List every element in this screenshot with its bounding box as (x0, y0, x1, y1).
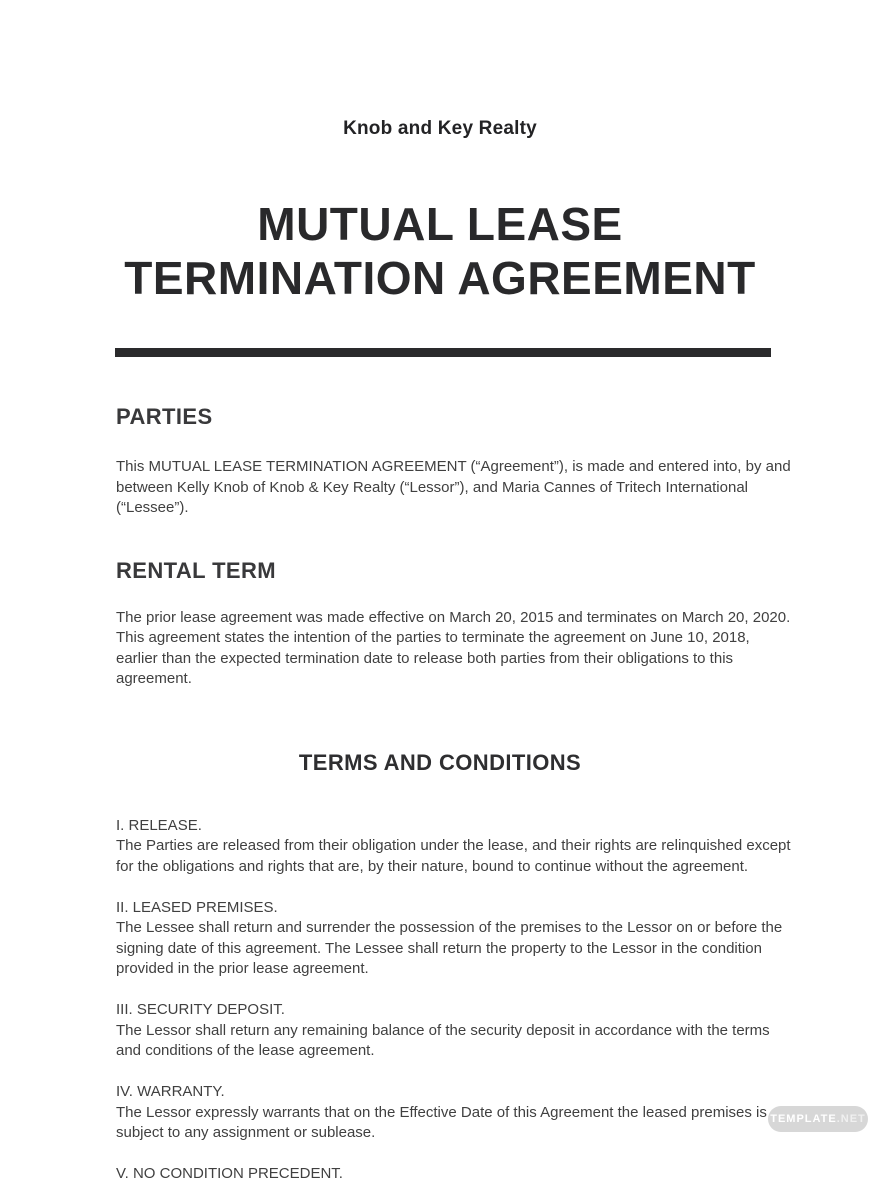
watermark-brand-bold: TEMPLATE (770, 1113, 837, 1125)
term-item-security-deposit (116, 1000, 794, 1062)
term-label-leased-premises: II. LEASED PREMISES. (116, 898, 278, 916)
term-item-leased-premises (116, 898, 794, 980)
company-name: Knob and Key Realty (343, 118, 537, 139)
term-body-release: The Parties are released from their obligation under the lease, and their rights are relinquished except for the obligations and rights that are, by their nature, bound to continue without the agreement. (116, 837, 791, 875)
parties-paragraph: This MUTUAL LEASE TERMINATION AGREEMENT (“Agreement”), is made and entered into, by and between Kelly Knob of Knob & Key Realty (“Lessor”), and Maria Cannes of Tritech International (“Lessee”). (116, 458, 791, 516)
watermark-brand-suffix: .NET (836, 1113, 866, 1125)
term-label-security-deposit: III. SECURITY DEPOSIT. (116, 1001, 285, 1018)
term-body-leased-premises: The Lessee shall return and surrender the possession of the premises to the Lessor on or before the signing date of this agreement. The Lessee shall return the property to the Lessor in the condition provided in the prior lease agreement. (116, 919, 783, 977)
document-body (116, 404, 794, 1185)
document-title-line-2: TERMINATION AGREEMENT (124, 252, 756, 304)
term-label-warranty: IV. WARRANTY. (116, 1083, 225, 1100)
template-net-watermark-badge[interactable] (768, 1106, 868, 1132)
section-heading-parties: PARTIES (116, 404, 213, 429)
term-label-no-condition-precedent: V. NO CONDITION PRECEDENT. (116, 1165, 343, 1182)
term-item-warranty (116, 1082, 794, 1144)
title-divider-rule (115, 348, 771, 357)
term-body-security-deposit: The Lessor shall return any remaining balance of the security deposit in accordance with the terms and conditions of the lease agreement. (116, 1021, 770, 1059)
term-item-release (116, 816, 794, 878)
section-heading-rental-term: RENTAL TERM (116, 557, 277, 583)
section-heading-terms-and-conditions: TERMS AND CONDITIONS (298, 749, 582, 775)
term-item-no-condition-precedent (116, 1164, 794, 1185)
document-title-line-1: MUTUAL LEASE (257, 198, 623, 250)
rental-term-paragraph: The prior lease agreement was made effective on March 20, 2015 and terminates on March 20, 2020. This agreement states the intention of the parties to terminate the agreement on June 10, 2018, earlier than the expected termination date to release both parties from their obligations to this agreement. (116, 608, 791, 687)
document-title (0, 197, 880, 305)
term-label-release: I. RELEASE. (116, 816, 202, 834)
term-body-warranty: The Lessor expressly warrants that on the Effective Date of this Agreement the leased premises is subject to any assignment or sublease. (116, 1103, 767, 1141)
